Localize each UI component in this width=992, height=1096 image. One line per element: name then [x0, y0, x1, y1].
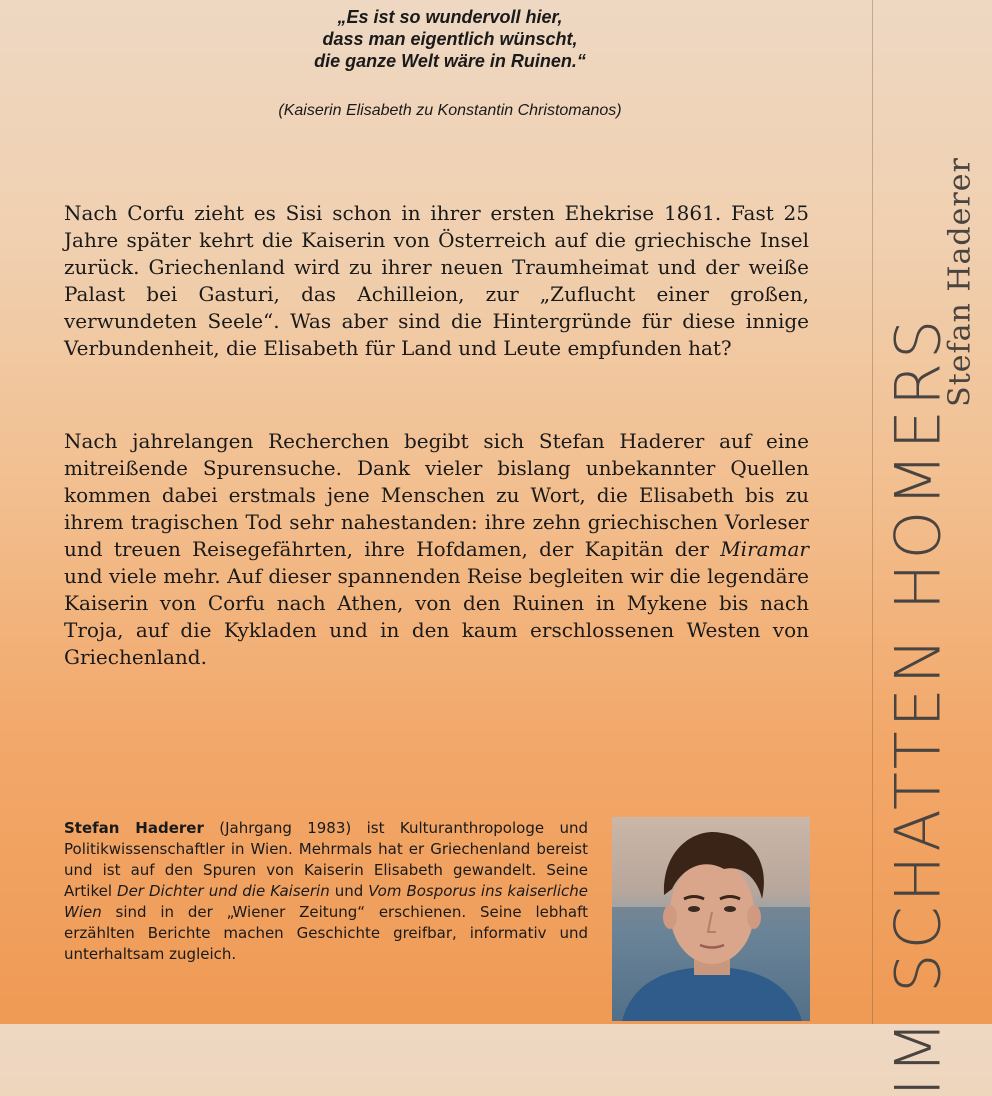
spine-author-name: Stefan Haderer: [942, 157, 978, 407]
bio-text-1: (Jahrgang 1983) ist Kulturanthropologe und Politikwissenschaftler in Wien. Mehrmals hat er Griechenland bereist und ist auf den Spuren von Kaiserin Elisabeth gewandelt. Seine Artikel: [64, 819, 588, 900]
author-portrait-illustration: [612, 817, 810, 1021]
quote-source: (Kaiserin Elisabeth zu Konstantin Christomanos): [278, 102, 622, 119]
blurb-paragraph-1: Nach Corfu zieht es Sisi schon in ihrer ersten Ehekrise 1861. Fast 25 Jahre später kehrt die Kaiserin von Österreich auf die griechische Insel zurück. Griechenland wird zu ihrer neuen Traumheimat und der weiße Palast bei Gasturi, das Achilleion, zur „Zuflucht einer großen, verwundeten Seele“. Was aber sind die Hintergründe für diese innige Verbundenheit, die Elisabeth für Land und Leute empfunden hat?: [64, 201, 809, 360]
bio-text-3: sind in der „Wiener Zeitung“ erschienen. Seine lebhaft erzählten Berichte machen Geschichte greifbar, informativ und unterhaltsam zugleich.: [64, 903, 588, 963]
author-name: Stefan Haderer: [64, 819, 204, 837]
quote-line-3: die ganze Welt wäre in Ruinen.“: [314, 51, 586, 71]
spine-book-title: IM SCHATTEN HOMERS: [881, 315, 955, 1096]
epigraph-quote: [200, 6, 700, 72]
quote-line-2: dass man eigentlich wünscht,: [322, 29, 578, 49]
article-title-2: Vom Bosporus ins kaiserliche Wien: [64, 882, 588, 921]
quote-line-1: „Es ist so wundervoll hier,: [337, 7, 563, 27]
blurb-paragraph-2: [64, 428, 809, 671]
author-bio: [64, 818, 588, 965]
author-photo: [612, 817, 810, 1021]
article-title-1: Der Dichter und die Kaiserin: [117, 882, 330, 900]
paragraph2-text-a: Nach jahrelangen Recherchen begibt sich Stefan Haderer auf eine mitreißende Spurensuche. Dank vieler bislang unbekannter Quellen kommen dabei erstmals jene Menschen zu Wort, die Elisabeth bis zu ihrem tragischen Tod sehr nahestanden: ihre zehn griechischen Vorleser und treuen Reisegefährten, ihre Hofdamen, der Kapitän der: [64, 429, 809, 561]
paragraph2-text-b: und viele mehr. Auf dieser spannenden Reise begleiten wir die legendäre Kaiserin von Corfu nach Athen, von den Ruinen in Mykene bis nach Troja, auf die Kykladen und in den kaum erschlossenen Westen von Griechenland.: [64, 564, 809, 669]
ship-name: Miramar: [720, 537, 809, 561]
bio-text-2: und: [329, 882, 369, 900]
